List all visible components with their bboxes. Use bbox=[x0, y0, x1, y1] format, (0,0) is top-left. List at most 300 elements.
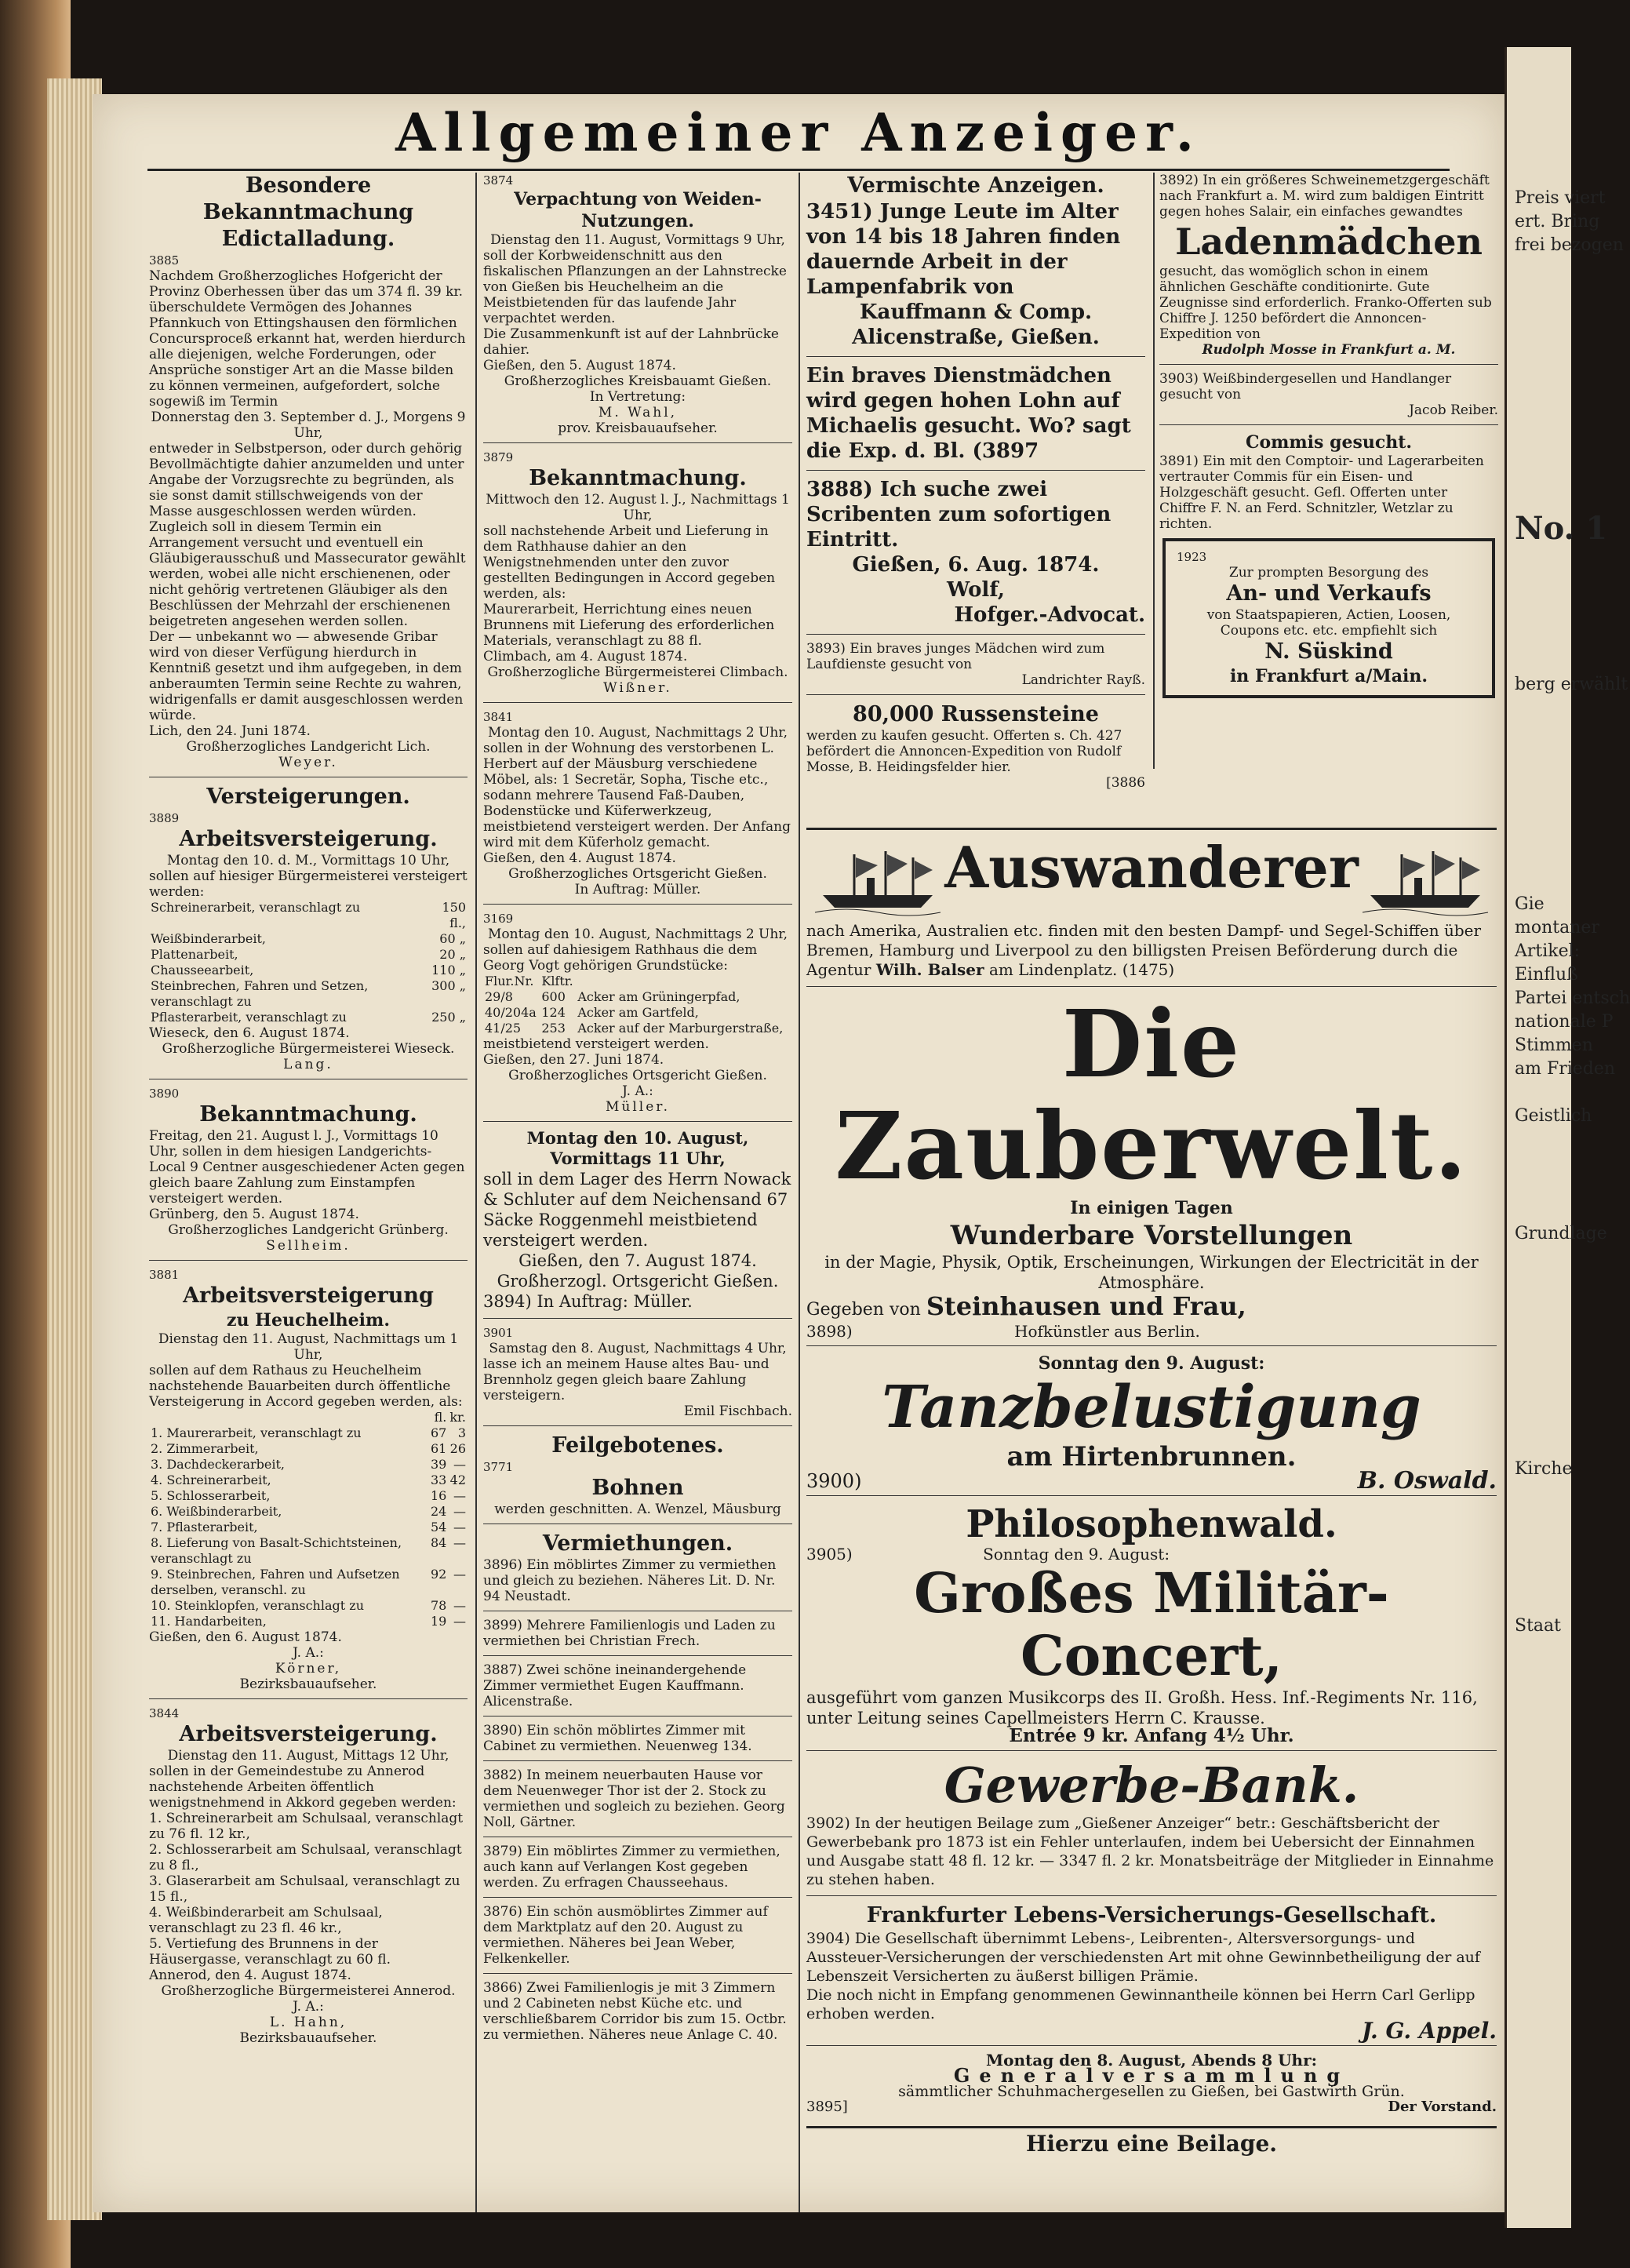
ship-icon bbox=[1363, 846, 1488, 921]
ad-place: in Frankfurt a/Main. bbox=[1229, 666, 1428, 686]
list-item: 3890) Ein schön möblirtes Zimmer mit Cabinet zu vermiethen. Neuenweg 134. bbox=[483, 1723, 752, 1754]
bid-item: 9. Steinbrechen, Fahren und Aufsetzen derselben, veranschl. zu bbox=[151, 1567, 400, 1597]
table-row bbox=[149, 1425, 468, 1441]
separator bbox=[806, 986, 1497, 987]
ad-body: sollen auf dahiesigem Rathhaus die dem Georg Vogt gehörigen Grundstücke: bbox=[483, 942, 758, 974]
bid-item: Schreinerarbeit, veranschlagt zu bbox=[151, 900, 361, 915]
ad-heuchelheim bbox=[149, 1267, 468, 1692]
ad-tanz bbox=[806, 1352, 1497, 1494]
separator bbox=[149, 1698, 468, 1699]
ad-ia: J. A.: bbox=[622, 1083, 653, 1099]
ad-title: Bekanntmachung. bbox=[199, 1102, 417, 1127]
ad-place: Alicenstraße, Gießen. bbox=[852, 326, 1100, 349]
ad-place: Gießen, den 6. August 1874. bbox=[149, 1629, 342, 1645]
table-header bbox=[149, 1410, 468, 1425]
ad-title: Generalversammlung bbox=[953, 2064, 1350, 2087]
ad-names: Steinhausen und Frau, bbox=[926, 1291, 1246, 1321]
ad-generalversammlung bbox=[806, 2052, 1497, 2115]
ad-body: sollen in der Gemeindestube zu Annerod nachstehende Arbeiten öffentlich wenigstnehmend in Akkord gegeben werden: bbox=[149, 1764, 457, 1811]
ad-body: Die Zusammenkunft ist auf der Lahnbrücke dahier. bbox=[483, 326, 779, 358]
ad-number: 3901 bbox=[483, 1326, 514, 1340]
ad-number: [3886 bbox=[1106, 775, 1145, 791]
ad-body: in der Magie, Physik, Optik, Erscheinungen, Wirkungen der Electricität in der Atmosphäre. bbox=[824, 1253, 1479, 1292]
bid-amount: 110 „ bbox=[431, 963, 466, 977]
ad-given: Gegeben von bbox=[806, 1300, 921, 1320]
page-heading: Allgemeiner Anzeiger. bbox=[395, 102, 1202, 163]
table-row bbox=[483, 1021, 792, 1036]
bid-fl: 78 bbox=[430, 1598, 447, 1613]
ad-ia: In Vertretung: bbox=[589, 389, 686, 405]
ad-role: Bezirksbauaufseher. bbox=[239, 2030, 377, 2046]
ad-date: Sonntag den 9. August: bbox=[1038, 1353, 1265, 1374]
parcel-size: 600 bbox=[541, 989, 566, 1004]
ad-commis bbox=[1159, 431, 1498, 532]
bid-fl: 54 bbox=[430, 1520, 447, 1534]
ad-place: Annerod, den 4. August 1874. bbox=[149, 1968, 351, 1983]
next-page-fragment: Stimmen bbox=[1515, 1036, 1593, 1055]
table-row bbox=[149, 947, 468, 963]
ad-signer: B. Oswald. bbox=[1357, 1467, 1497, 1494]
ad-body: Junge Leute im Alter von 14 bis 18 Jahren finden dauernde Arbeit in der Lampenfabrik von bbox=[806, 200, 1121, 299]
col-header: fl. bbox=[434, 1410, 447, 1425]
beilage-note: Hierzu eine Beilage. bbox=[1025, 2131, 1278, 2157]
parcel-size: 253 bbox=[541, 1021, 566, 1036]
ad-signer: Wolf, bbox=[947, 578, 1005, 602]
ad-signer: Sellheim. bbox=[266, 1238, 351, 1254]
ad-title: Großes Militär-Concert, bbox=[914, 1560, 1389, 1688]
ad-body: werden zu kaufen gesucht. Offerten s. Ch. 427 befördert die Annoncen-Expedition von Rudolf Mosse, B. Heidingsfelder hier. bbox=[806, 728, 1122, 775]
ad-title: Verpachtung von Weiden-Nutzungen. bbox=[514, 189, 762, 231]
ad-title: Arbeitsversteigerung bbox=[183, 1283, 434, 1308]
ad-place: Climbach, am 4. August 1874. bbox=[483, 649, 688, 664]
separator bbox=[483, 1897, 792, 1898]
parcel-size: 124 bbox=[541, 1005, 566, 1020]
next-page-fragment: ert. Bring bbox=[1515, 212, 1600, 231]
ad-authority: Großherzogliches Ortsgericht Gießen. bbox=[508, 1068, 767, 1083]
ad-body: 3904) Die Gesellschaft übernimmt Lebens-, Leibrenten-, Altersversorgungs- und Aussteuer-Versicherungen der verschiedensten Art mit ohne Gewinnbetheiligung der auf Lebenszeit Versicherten zu äußerst billigen Prämie. bbox=[806, 1930, 1480, 1985]
ad-body: sollen in der Wohnung des verstorbenen L. Herbert auf der Mäusburg verschiedene Möbel, als: 1 Secretär, Sopha, Tische etc., sodann mehrere Tausend Faß-Dauben, Bodenstücke und Küferwerkzeug, meistbietend versteigert werden. Der Anfang wird mit dem Küferholz gemacht. bbox=[483, 741, 791, 850]
parcel-desc: Acker auf der Marburgerstraße, bbox=[577, 1021, 784, 1036]
bid-kr: — bbox=[453, 1567, 466, 1582]
ad-number: 3879 bbox=[483, 450, 514, 464]
list-item: 5. Vertiefung des Brunnens in der Häusergasse, veranschlagt zu 60 fl. bbox=[149, 1936, 391, 1968]
column-4 bbox=[1159, 173, 1498, 704]
ad-role: Hofkünstler aus Berlin. bbox=[1014, 1322, 1200, 1341]
next-page-fragment: Staat bbox=[1515, 1616, 1561, 1636]
ad-place: Gießen, 6. Aug. 1874. bbox=[852, 553, 1100, 577]
ad-loc: am Hirtenbrunnen. bbox=[1006, 1441, 1297, 1473]
ad-signer: L. Hahn, bbox=[269, 2015, 347, 2030]
ad-body: 3891) Ein mit den Comptoir- und Lagerarbeiten vertrauter Commis für ein Eisen- und Holzgeschäft gesucht. Gefl. Offerten unter Chiffre F. N. an Ferd. Schnitzler, Wetzlar zu richten. bbox=[1159, 453, 1484, 532]
ad-number: 3889 bbox=[149, 811, 180, 825]
parcel-table bbox=[483, 974, 792, 1036]
ad-date: Montag den 10. August, Nachmittags 2 Uhr, bbox=[487, 725, 788, 741]
ad-number: 3451) bbox=[806, 200, 873, 224]
ad-title: Edictalladung. bbox=[221, 227, 395, 251]
next-page-fragment: nationale P bbox=[1515, 1012, 1614, 1032]
list-item: 4. Weißbinderarbeit am Schulsaal, veranschlagt zu 23 fl. 46 kr., bbox=[149, 1905, 383, 1936]
ad-line: Wunderbare Vorstellungen bbox=[950, 1220, 1353, 1251]
next-page-fragment: Artikel: bbox=[1515, 941, 1581, 961]
parcel-nr: 29/8 bbox=[485, 989, 513, 1004]
bid-item: Plattenarbeit, bbox=[151, 947, 238, 962]
ad-role: prov. Kreisbauaufseher. bbox=[558, 420, 718, 436]
ad-date: Montag den 8. August, Abends 8 Uhr: bbox=[986, 2051, 1317, 2070]
ad-gewerbebank bbox=[806, 1757, 1497, 1889]
bid-item: 3. Dachdeckerarbeit, bbox=[151, 1457, 285, 1472]
ad-title: 80,000 Russensteine bbox=[853, 702, 1099, 726]
table-row bbox=[149, 1457, 468, 1473]
ad-signer: In Auftrag: Müller. bbox=[574, 882, 701, 897]
bid-item: 5. Schlosserarbeit, bbox=[151, 1488, 271, 1503]
auswanderer-heading bbox=[806, 836, 1497, 921]
bid-item: 7. Pflasterarbeit, bbox=[151, 1520, 258, 1534]
bid-fl: 67 bbox=[430, 1425, 447, 1440]
ad-body: nach Amerika, Australien etc. finden mit den besten Dampf- und Segel-Schiffen über Bremen, Hamburg und Liverpool zu den billigsten Preisen Beförderung durch die Agentur bbox=[806, 921, 1482, 979]
ad-body: ausgeführt vom ganzen Musikcorps des II. Großh. Hess. Inf.-Regiments Nr. 116, unter Leitung seines Capellmeisters Herrn C. Krausse. bbox=[806, 1688, 1478, 1727]
ad-russensteine bbox=[806, 701, 1145, 791]
ad-laufdienst bbox=[806, 641, 1145, 688]
ad-title: Bekanntmachung. bbox=[529, 466, 747, 490]
separator bbox=[149, 1260, 468, 1261]
ad-signer: J. G. Appel. bbox=[1361, 2018, 1497, 2044]
separator bbox=[483, 1760, 792, 1761]
next-page-fragment: Preis viert bbox=[1515, 188, 1606, 208]
bid-item: 6. Weißbinderarbeit, bbox=[151, 1504, 282, 1519]
ad-place: Grünberg, den 5. August 1874. bbox=[149, 1207, 359, 1222]
ad-date: Samstag den 8. August, Nachmittags 4 Uhr, bbox=[489, 1341, 787, 1356]
ad-number-value: 3894) bbox=[483, 1292, 532, 1311]
ad-edictalladung bbox=[149, 173, 468, 770]
ad-loc: am Lindenplatz. bbox=[988, 960, 1118, 979]
bid-item: 2. Zimmerarbeit, bbox=[151, 1441, 259, 1456]
ad-authority: Großherzogliche Bürgermeisterei Wieseck. bbox=[162, 1041, 455, 1057]
parcel-desc: Acker am Grüningerpfad, bbox=[577, 989, 740, 1004]
next-page-fragment: No. 1 bbox=[1515, 510, 1608, 547]
ad-title: Ladenmädchen bbox=[1175, 220, 1483, 263]
ad-title: Die Zauberwelt. bbox=[835, 989, 1468, 1200]
separator bbox=[806, 1495, 1497, 1496]
newspaper-page bbox=[93, 94, 1504, 2212]
ad-body: Nachdem Großherzogliches Hofgericht der Provinz Oberhessen über das um 374 fl. 39 kr. überschuldete Vermögen des Johannes Pfannkuch von Ettingshausen den förmlichen Concursproceß erkannt hat, werden hierdurch alle diejenigen, welche Forderungen, oder Ansprüche sonstiger Art an die Masse bilden zu können vermeinen, aufgefordert, solche sogewiß im Termin bbox=[149, 268, 466, 410]
ad-entry: Entrée 9 kr. Anfang 4½ Uhr. bbox=[1009, 1725, 1294, 1746]
ad-title: Arbeitsversteigerung. bbox=[179, 827, 438, 851]
ad-number: 3841 bbox=[483, 710, 514, 724]
ad-signer: Emil Fischbach. bbox=[683, 1403, 792, 1419]
column-3 bbox=[806, 173, 1145, 797]
ad-title: An- und Verkaufs bbox=[1226, 581, 1432, 606]
separator bbox=[483, 1121, 792, 1122]
ad-title: Arbeitsversteigerung. bbox=[179, 1722, 438, 1746]
ad-date: Mittwoch den 12. August l. J., Nachmittags 1 Uhr, bbox=[486, 492, 790, 523]
ad-number: 3890 bbox=[149, 1087, 180, 1101]
table-row bbox=[149, 1520, 468, 1535]
bid-kr: 3 bbox=[457, 1425, 466, 1440]
ad-line: In einigen Tagen bbox=[1070, 1198, 1233, 1218]
bid-table bbox=[149, 1410, 468, 1629]
column-1 bbox=[149, 173, 468, 2052]
table-row bbox=[149, 1614, 468, 1629]
ad-annerod bbox=[149, 1706, 468, 2046]
bid-item: 11. Handarbeiten, bbox=[151, 1614, 267, 1629]
ad-climbach bbox=[483, 450, 792, 696]
next-page-fragment: Kirche bbox=[1515, 1459, 1573, 1479]
list-item: 3876) Ein schön ausmöblirtes Zimmer auf dem Marktplatz auf den 20. August zu vermiethen. Näheres bei Jean Weber, Felkenkeller. bbox=[483, 1904, 768, 1967]
section-title: Feilgebotenes. bbox=[551, 1433, 724, 1458]
bid-amount: 250 „ bbox=[431, 1010, 466, 1025]
bid-kr: — bbox=[453, 1535, 466, 1550]
ad-body: von Staatspapieren, Actien, Loosen, Coupons etc. etc. empfiehlt sich bbox=[1206, 607, 1451, 639]
ad-body: 3903) Weißbindergesellen und Handlanger gesucht von bbox=[1159, 371, 1452, 402]
ad-signer: Der Vorstand. bbox=[1388, 2099, 1497, 2115]
ad-date: Sonntag den 9. August: bbox=[983, 1545, 1170, 1564]
ad-roggenmehl bbox=[483, 1128, 792, 1312]
separator bbox=[806, 1895, 1497, 1896]
bid-kr: 26 bbox=[449, 1441, 466, 1456]
ad-body: Maurerarbeit, Herrichtung eines neuen Brunnens mit Lieferung des erforderlichen Materials, veranschlagt zu 88 fl. bbox=[483, 602, 775, 649]
ad-number: 3874 bbox=[483, 173, 514, 187]
separator bbox=[483, 1318, 792, 1319]
ad-title: Bohnen bbox=[591, 1476, 684, 1500]
ad-frankfurter bbox=[806, 1902, 1497, 2044]
bid-item: Weißbinderarbeit, bbox=[151, 931, 266, 946]
list-item: 2. Schlosserarbeit am Schulsaal, veranschlagt zu 8 fl., bbox=[149, 1842, 462, 1873]
ad-body: Zugleich soll in diesem Termin ein Arrangement versucht und eventuell ein Gläubigerausschuß und Massecurator gewählt werden, wobei alle nicht erschienenen, oder nicht gehörig vertretenen Gläubiger als den Beschlüssen der Mehrzahl der erschienenen beigetreten angesehen werden sollen. bbox=[149, 519, 466, 629]
ad-authority: Großherzogliches Landgericht Grünberg. bbox=[168, 1222, 449, 1238]
ad-place: Gießen, den 27. Juni 1874. bbox=[483, 1052, 664, 1068]
ad-signer: Weyer. bbox=[278, 755, 338, 770]
ad-title: Besondere Bekanntmachung bbox=[202, 173, 414, 224]
ad-body: soll in dem Lager des Herrn Nowack & Schluter auf dem Neichensand 67 Säcke Roggenmehl meistbietend versteigert werden. bbox=[483, 1170, 791, 1250]
ad-title: Commis gesucht. bbox=[1245, 432, 1413, 453]
ad-date: Montag den 10. August, Nachmittags 2 Uhr, bbox=[487, 926, 788, 942]
ad-place: Gießen, den 4. August 1874. bbox=[483, 850, 676, 866]
next-page-fragment: Einfluß bbox=[1515, 965, 1578, 985]
ad-date: Dienstag den 11. August, Nachmittags um 1 Uhr, bbox=[158, 1331, 459, 1363]
ad-title: Tanzbelustigung bbox=[882, 1374, 1421, 1441]
separator bbox=[806, 1345, 1497, 1346]
ad-body: gesucht, das womöglich schon in einem ähnlichen Geschäfte conditionirte. Gute Zeugnisse sind erforderlich. Franko-Offerten sub Chiffre J. 1250 befördert die Annoncen-Expedition von bbox=[1159, 264, 1492, 342]
list-item: 3866) Zwei Familienlogis je mit 3 Zimmern und 2 Cabineten nebst Küche etc. und verschließbarem Corridor bis zum 15. Octbr. zu vermiethen. Näheres neue Anlage C. 40. bbox=[483, 1980, 787, 2043]
ad-role-line bbox=[806, 1323, 1497, 1339]
ad-body: lasse ich an meinem Hause altes Bau- und Brennholz gegen gleich baare Zahlung versteigern. bbox=[483, 1356, 770, 1403]
ad-signer: Landrichter Rayß. bbox=[1021, 672, 1145, 688]
ad-signer-line bbox=[806, 2099, 1497, 2115]
table-row bbox=[149, 1598, 468, 1614]
ad-number: 3898) bbox=[806, 1322, 853, 1341]
ad-signer: In Auftrag: Müller. bbox=[537, 1292, 693, 1311]
ad-number bbox=[483, 1291, 792, 1312]
separator bbox=[1159, 424, 1498, 425]
ad-signer: M. Wahl, bbox=[598, 405, 678, 420]
bid-fl: 19 bbox=[430, 1614, 447, 1629]
ad-suesskind bbox=[1162, 538, 1495, 698]
table-row bbox=[149, 1488, 468, 1504]
table-row bbox=[149, 1535, 468, 1567]
ad-vogt bbox=[483, 911, 792, 1115]
ad-zauberwelt bbox=[806, 989, 1497, 1341]
ad-dienstmaedchen bbox=[806, 363, 1145, 464]
column-divider bbox=[475, 173, 477, 2212]
table-row bbox=[149, 1567, 468, 1598]
ad-role: Bezirksbauaufseher. bbox=[239, 1676, 377, 1692]
ad-authority: Großherzogl. Ortsgericht Gießen. bbox=[497, 1272, 779, 1291]
ad-date: Montag den 10. August, Vormittags 11 Uhr, bbox=[526, 1128, 749, 1168]
ad-venue: Philosophenwald. bbox=[966, 1502, 1337, 1546]
ad-firm: Kauffmann & Comp. bbox=[859, 300, 1093, 324]
ad-ia: J. A.: bbox=[293, 1645, 324, 1661]
bid-amount: 60 „ bbox=[439, 931, 466, 946]
separator bbox=[483, 702, 792, 703]
ad-number: 3905) bbox=[806, 1545, 853, 1564]
bid-item: Steinbrechen, Fahren und Setzen, veranschlagt zu bbox=[151, 978, 369, 1009]
ad-authority: Großherzogliches Kreisbauamt Gießen. bbox=[504, 373, 772, 389]
ad-weiden bbox=[483, 173, 792, 436]
table-row bbox=[149, 978, 468, 1010]
separator bbox=[483, 1973, 792, 1974]
ad-signer: Körner, bbox=[275, 1661, 342, 1676]
ad-number: 3169 bbox=[483, 912, 514, 926]
bid-fl: 33 bbox=[430, 1473, 447, 1487]
ad-place: Wieseck, den 6. August 1874. bbox=[149, 1025, 350, 1041]
footer-rule bbox=[806, 2126, 1497, 2128]
ad-body: soll der Korbweidenschnitt aus den fiskalischen Pflanzungen an der Lahnstrecke von Gießen bis Heuchelheim an die Meistbietenden für das laufende Jahr verpachtet werden. bbox=[483, 248, 787, 326]
ad-line: Zur prompten Besorgung des bbox=[1228, 565, 1429, 581]
table-header bbox=[483, 974, 792, 989]
list-item: 3899) Mehrere Familienlogis und Laden zu vermiethen bei Christian Frech. bbox=[483, 1618, 776, 1649]
next-page-edge bbox=[1504, 47, 1630, 2228]
separator bbox=[483, 1425, 792, 1426]
ad-number: 1923 bbox=[1177, 550, 1207, 564]
ad-signer: Müller. bbox=[606, 1099, 670, 1115]
ad-authority: Großherzogliche Bürgermeisterei Climbach. bbox=[487, 664, 788, 680]
ad-body: 3892) In ein größeres Schweinemetzgergeschäft nach Frankfurt a. M. wird zum baldigen Eintritt gegen hohes Salair, ein einfaches gewandtes bbox=[1159, 173, 1490, 220]
parcel-nr: 40/204a bbox=[485, 1005, 537, 1020]
separator bbox=[806, 356, 1145, 357]
bid-item: 8. Lieferung von Basalt-Schichtsteinen, veranschlagt zu bbox=[151, 1535, 402, 1566]
ad-number: (1475) bbox=[1122, 960, 1175, 979]
parcel-desc: Acker am Gartfeld, bbox=[577, 1005, 699, 1020]
col-header: kr. bbox=[449, 1410, 466, 1425]
bid-amount: 150 fl., bbox=[442, 900, 466, 930]
ship-icon bbox=[815, 846, 941, 921]
next-page-fragment: am Frieden bbox=[1515, 1059, 1616, 1079]
section-rule bbox=[806, 828, 1497, 830]
ad-number: 3885 bbox=[149, 253, 180, 268]
ad-bekanntmachung bbox=[149, 1086, 468, 1254]
bid-fl: 92 bbox=[430, 1567, 447, 1582]
bid-item: Pflasterarbeit, veranschlagt zu bbox=[151, 1010, 347, 1025]
separator bbox=[806, 694, 1145, 695]
ad-signer: Wißner. bbox=[603, 680, 672, 696]
bid-fl: 61 bbox=[430, 1441, 447, 1456]
ad-arbeitsversteigerung bbox=[149, 810, 468, 1072]
ad-ladenmaedchen bbox=[1159, 173, 1498, 358]
table-row bbox=[483, 989, 792, 1005]
ad-fischbach bbox=[483, 1325, 792, 1419]
ad-body: Die noch nicht in Empfang genommenen Gewinnantheile können bei Herrn Carl Gerlipp erhoben werden. bbox=[806, 1986, 1475, 2022]
ad-agent: Wilh. Balser bbox=[875, 960, 984, 979]
bid-item: 1. Maurerarbeit, veranschlagt zu bbox=[151, 1425, 362, 1440]
bid-fl: 84 bbox=[430, 1535, 447, 1550]
ad-name: N. Süskind bbox=[1264, 639, 1393, 664]
table-row bbox=[149, 963, 468, 978]
ad-concert bbox=[806, 1502, 1497, 1744]
table-row bbox=[149, 900, 468, 931]
table-row bbox=[149, 931, 468, 947]
ad-body: soll nachstehende Arbeit und Lieferung in dem Rathhause dahier an den Wenigstnehmenden unter den zuvor gestellten Bedingungen in Accord gegeben werden, als: bbox=[483, 523, 776, 602]
ad-body: sämmtlicher Schuhmachergesellen zu Gießen, bei Gastwirth Grün. bbox=[898, 2083, 1405, 2100]
table-row bbox=[149, 1441, 468, 1457]
bid-amount: 300 „ bbox=[431, 978, 466, 993]
ad-weissbinder bbox=[1159, 371, 1498, 418]
bid-kr: — bbox=[453, 1488, 466, 1503]
bid-kr: — bbox=[453, 1614, 466, 1629]
table-row bbox=[149, 1010, 468, 1025]
next-page-fragment: berg erwählt bbox=[1515, 675, 1628, 694]
table-row bbox=[149, 1473, 468, 1488]
parcel-nr: 41/25 bbox=[485, 1021, 522, 1036]
ad-auswanderer bbox=[806, 836, 1497, 980]
list-item: 3896) Ein möblirtes Zimmer zu vermiethen und gleich zu beziehen. Näheres Lit. D. Nr. 94 Neustadt. bbox=[483, 1557, 777, 1604]
bid-fl: 24 bbox=[430, 1504, 447, 1519]
ad-body: sollen auf hiesiger Bürgermeisterei versteigert werden: bbox=[149, 868, 468, 900]
bid-fl: 16 bbox=[430, 1488, 447, 1503]
list-item: 3879) Ein möblirtes Zimmer zu vermiethen, auch kann auf Verlangen Kost gegeben werden. Zu erfragen Chausseehaus. bbox=[483, 1844, 780, 1891]
bid-kr: — bbox=[453, 1520, 466, 1534]
ad-title: Gewerbe-Bank. bbox=[944, 1757, 1359, 1814]
ad-body: 3902) In der heutigen Beilage zum „Gießener Anzeiger“ betr.: Geschäftsbericht der Gewerbebank pro 1873 ist ein Fehler unterlaufen, indem bei Uebersicht der Einnahmen und Ausgabe statt 48 fl. 12 kr. — 3347 fl. 2 kr. Monatsbeiträge der Mitglieder in Einnahme zu stehen haben. bbox=[806, 1815, 1494, 1888]
ad-body: Der — unbekannt wo — abwesende Gribar wird von dieser Verfügung hierdurch in Kenntniß gesetzt und ihm aufgegeben, in dem anberaumten Termin seine Rechte zu wahren, widrigenfalls er damit ausgeschlossen werden würde. bbox=[149, 629, 464, 723]
ad-lampenfabrik bbox=[806, 199, 1145, 350]
ad-authority: Großherzogliche Bürgermeisterei Annerod. bbox=[161, 1983, 456, 1999]
column-divider bbox=[799, 173, 800, 2212]
ad-role: Hofger.-Advocat. bbox=[954, 603, 1145, 627]
ad-place: Lich, den 24. Juni 1874. bbox=[149, 723, 311, 739]
section-title: Versteigerungen. bbox=[206, 785, 410, 809]
ad-number: (3897 bbox=[972, 439, 1039, 463]
ad-authority: Großherzogliches Ortsgericht Gießen. bbox=[508, 866, 767, 882]
ad-authority: Großherzogliches Landgericht Lich. bbox=[186, 739, 431, 755]
col-header: Klftr. bbox=[541, 974, 573, 988]
ad-number: 3881 bbox=[149, 1268, 180, 1282]
bid-item: Chausseearbeit, bbox=[151, 963, 254, 977]
separator bbox=[806, 634, 1145, 635]
ad-number: 3900) bbox=[806, 1470, 862, 1492]
ad-date-line bbox=[806, 1546, 1497, 1562]
section-title: Vermischte Anzeigen. bbox=[847, 173, 1104, 198]
ad-herbert bbox=[483, 709, 792, 897]
bid-kr: 42 bbox=[449, 1473, 466, 1487]
bid-item: 10. Steinklopfen, veranschlagt zu bbox=[151, 1598, 364, 1613]
separator bbox=[483, 442, 792, 443]
next-page-fragment: Geistlich bbox=[1515, 1106, 1592, 1126]
ad-body: 3893) Ein braves junges Mädchen wird zum Laufdienste gesucht von bbox=[806, 641, 1105, 672]
ad-firm: Rudolph Mosse in Frankfurt a. M. bbox=[1202, 342, 1456, 358]
ad-body: Ein braves Dienstmädchen wird gegen hohen Lohn auf Michaelis gesucht. Wo? sagt die Exp. d. Bl. bbox=[806, 364, 1131, 463]
ad-body: Ich suche zwei Scribenten zum sofortigen Eintritt. bbox=[806, 478, 1112, 552]
bid-fl: 39 bbox=[430, 1457, 447, 1472]
separator bbox=[806, 470, 1145, 471]
list-item: 3. Glaserarbeit am Schulsaal, veranschlagt zu 15 fl., bbox=[149, 1873, 460, 1905]
ad-title: Frankfurter Lebens-Versicherungs-Gesellschaft. bbox=[866, 1903, 1437, 1928]
column-divider bbox=[1153, 173, 1155, 769]
separator bbox=[1159, 364, 1498, 365]
next-page-fragment: Partei entsch bbox=[1515, 988, 1630, 1008]
bid-kr: — bbox=[453, 1598, 466, 1613]
list-item: 3882) In meinem neuerbauten Hause vor dem Neuenweger Thor ist der 2. Stock zu vermiethen und sogleich zu beziehen. Georg Noll, Gärtner. bbox=[483, 1767, 785, 1830]
table-row bbox=[149, 1504, 468, 1520]
